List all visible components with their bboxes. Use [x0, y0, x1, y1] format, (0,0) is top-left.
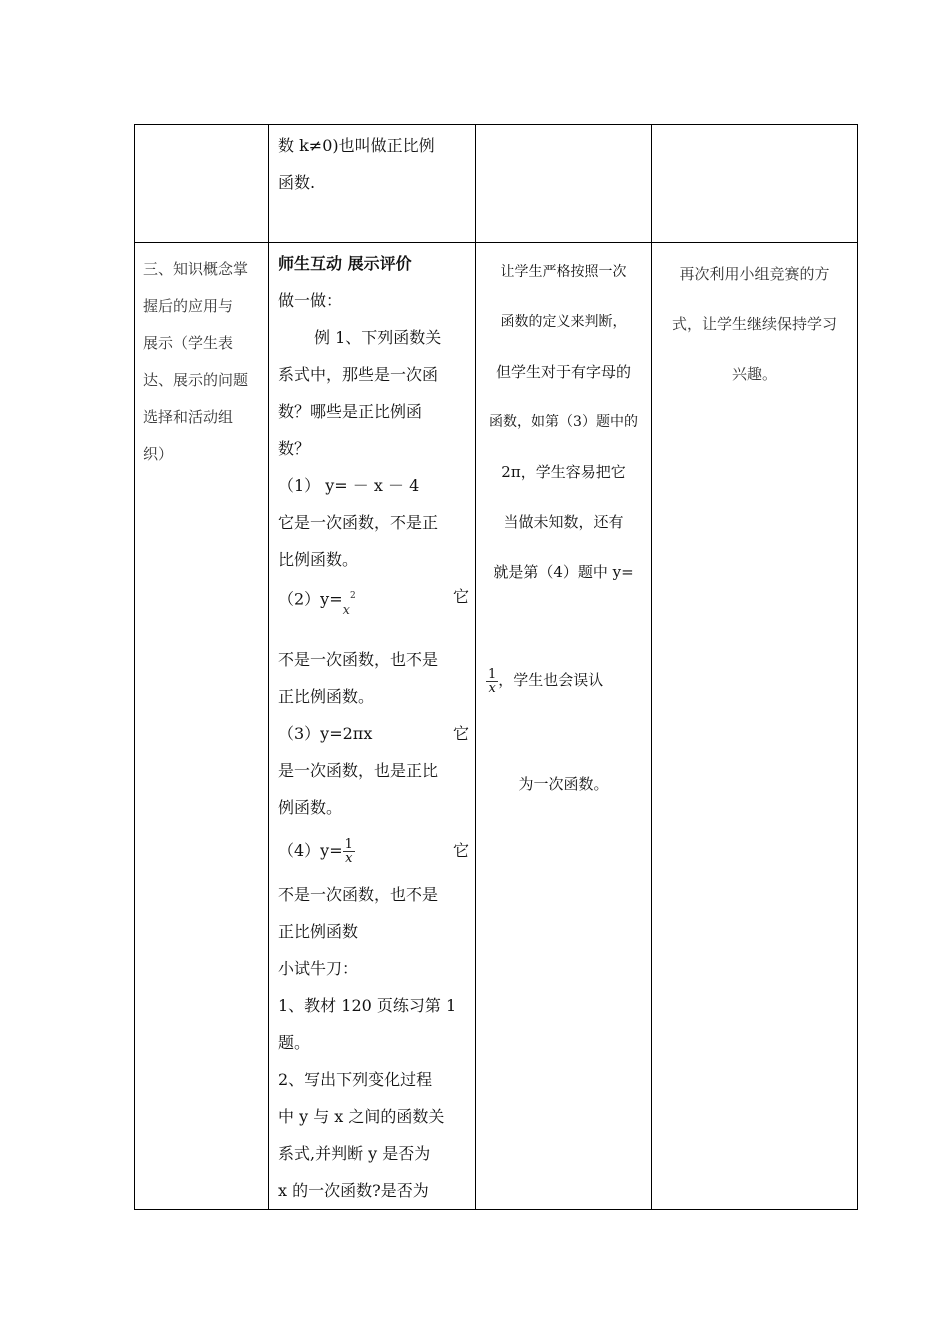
example-line: 数？: [278, 439, 311, 458]
intent-line: 但学生对于有字母的: [495, 363, 631, 381]
intent-line: 函数，如第（3）题中的: [489, 414, 638, 430]
practice-line: 2、写出下列变化过程: [278, 1070, 433, 1090]
item2-formula-line: [278, 578, 469, 619]
item4-formula-line: [278, 826, 469, 876]
item4-line: 正比例函数: [278, 922, 359, 942]
item2-line: 不是一次函数，也不是: [278, 650, 439, 670]
intent-line: 就是第（4）题中 y=: [493, 563, 634, 581]
practice-line: x 的一次函数?是否为: [278, 1181, 429, 1201]
item4-fraction: [343, 838, 355, 865]
row1-col4-cell: [652, 125, 858, 243]
intent-fraction-line: [484, 655, 643, 705]
intent-line: 当做未知数，还有: [503, 513, 624, 531]
row1-col2-cell: [269, 125, 476, 243]
stage-cell: [135, 243, 269, 1210]
item4-denominator: x: [345, 851, 353, 867]
spacer: [484, 597, 643, 655]
practice-line: 题。: [278, 1033, 311, 1053]
example-line: 数？哪些是正比例函: [278, 402, 423, 421]
activity-intro: 做一做：: [278, 291, 343, 310]
item4-suffix: 它: [452, 841, 469, 861]
item3-formula-line: [278, 715, 469, 752]
example-line: 系式中，那些是一次函: [278, 365, 439, 384]
item2-var: x: [342, 603, 350, 619]
activity-cell: [269, 243, 476, 1210]
intent-numerator: 1: [488, 666, 497, 682]
item2-prefix: （2）y=: [278, 589, 343, 609]
stage-line: 织）: [143, 445, 174, 463]
item2-suffix: 它: [452, 587, 469, 606]
practice-line: 系式,并判断 y 是否为: [278, 1144, 431, 1164]
item3-formula: （3）y=2πx: [278, 724, 373, 744]
item3-suffix: 它: [452, 724, 469, 744]
item4-formula: [278, 826, 355, 876]
stage-line: 选择和活动组: [143, 408, 234, 426]
intent-fraction: [486, 668, 498, 695]
item1-line: （1） y= － x － 4: [278, 476, 420, 495]
intent-last-line: 为一次函数。: [518, 775, 609, 793]
item3-line: 是一次函数，也是正比: [278, 761, 439, 781]
intent-fraction-suffix: ，学生也会误认: [498, 671, 604, 689]
item4-line: 不是一次函数，也不是: [278, 885, 439, 905]
spacer: [278, 619, 469, 641]
row1-col3-cell: [476, 125, 652, 243]
notes-cell: [652, 243, 858, 1210]
stage-line: 握后的应用与: [143, 297, 234, 315]
intent-denominator: x: [488, 680, 496, 696]
stage-line: 达、展示的问题: [143, 371, 249, 389]
row1-text-line: 函数.: [278, 173, 316, 192]
notes-line: 兴趣。: [731, 365, 777, 383]
practice-line: 1、教材 120 页练习第 1: [278, 996, 457, 1016]
stage-line: 三、知识概念掌: [143, 260, 249, 278]
practice-heading: 小试牛刀：: [278, 959, 359, 979]
item3-line: 例函数。: [278, 798, 343, 818]
lesson-plan-table: [134, 124, 858, 1210]
row1-text-line: 数 k≠0)也叫做正比例: [278, 136, 435, 155]
row1-col1-cell: [135, 125, 269, 243]
practice-line: 中 y 与 x 之间的函数关: [278, 1107, 445, 1127]
item2-line: 正比例函数。: [278, 687, 375, 707]
item4-prefix: （4）y=: [278, 841, 343, 861]
design-intent-cell: [476, 243, 652, 1210]
stage-line: 展示（学生表: [143, 334, 234, 352]
spacer: [484, 705, 643, 759]
item4-numerator: 1: [344, 837, 353, 853]
activity-heading: 师生互动 展示评价: [278, 254, 412, 273]
example-line: 例 1、下列函数关: [314, 328, 442, 347]
item1-line: 它是一次函数，不是正: [278, 513, 439, 532]
intent-line: 让学生严格按照一次: [500, 264, 627, 280]
item2-exp: 2: [349, 591, 356, 601]
item2-formula: [278, 578, 356, 619]
intent-line: 函数的定义来判断，: [500, 314, 627, 330]
notes-line: 再次利用小组竞赛的方: [679, 265, 830, 283]
table-row: [135, 125, 858, 243]
notes-line: 式，让学生继续保持学习: [671, 315, 837, 333]
item1-line: 比例函数。: [278, 550, 359, 569]
intent-line: 2π，学生容易把它: [501, 463, 626, 481]
table-row: [135, 243, 858, 1210]
